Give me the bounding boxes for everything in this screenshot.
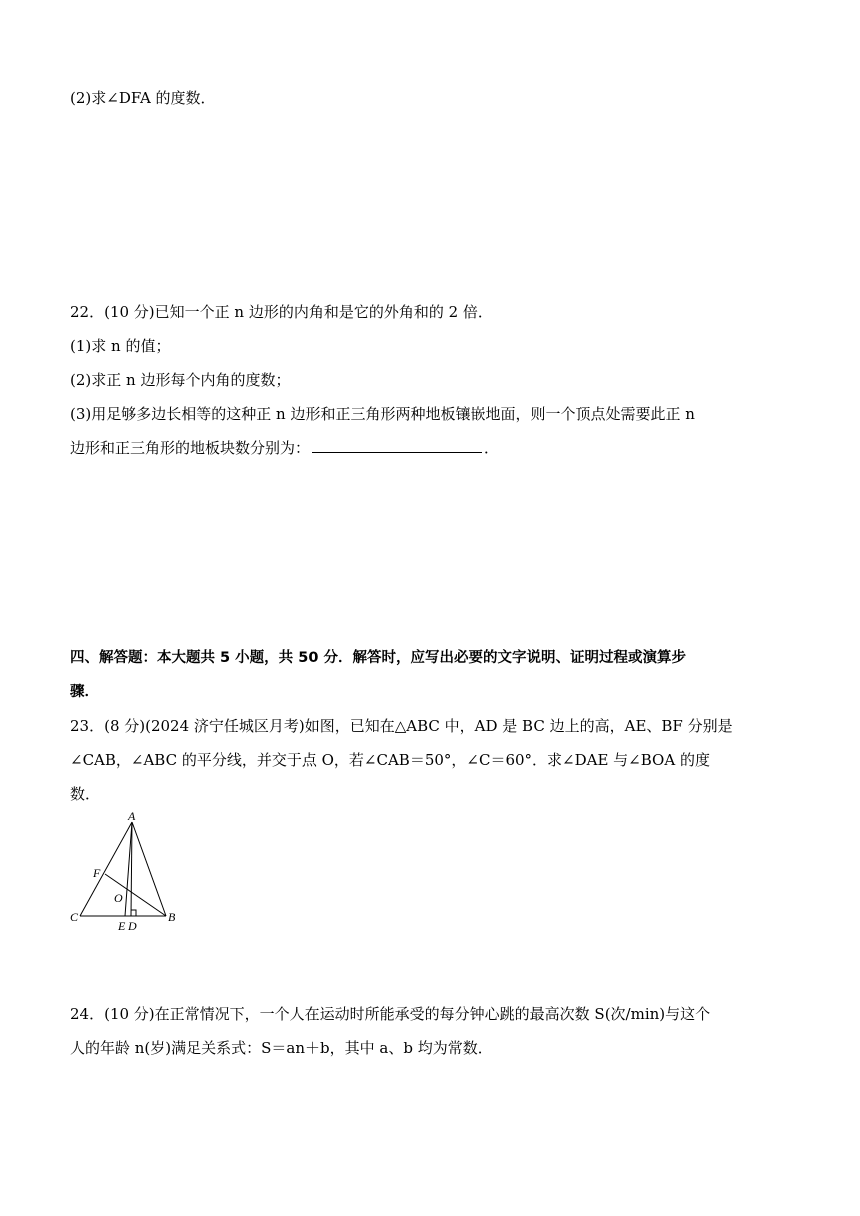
side-ab (132, 822, 166, 916)
label-o: O (114, 891, 123, 905)
q23-line3: 数． (70, 785, 101, 803)
q22-part2: (2)求正 n 边形每个内角的度数； (70, 371, 291, 389)
q22-part3-end: ． (484, 439, 500, 457)
q23-line2: ∠CAB，∠ABC 的平分线，并交于点 O，若∠CAB＝50°，∠C＝60°．求∠DAE 与∠BOA 的度 (70, 751, 710, 769)
q22-stem: 22．(10 分)已知一个正 n 边形的内角和是它的外角和的 2 倍． (70, 303, 493, 321)
q22-part3-text: 边形和正三角形的地板块数分别为： (70, 439, 311, 457)
side-ac (80, 822, 132, 916)
q21-part2: (2)求∠DFA 的度数． (70, 89, 216, 107)
answer-blank (312, 438, 482, 453)
q22-part3-line2 (70, 438, 499, 458)
q24-line1: 24．(10 分)在正常情况下，一个人在运动时所能承受的每分钟心跳的最高次数 S(次/min)与这个 (70, 1005, 711, 1023)
right-angle-mark (131, 910, 136, 916)
q23-line1: 23．(8 分)(2024 济宁任城区月考)如图，已知在△ABC 中，AD 是 BC 边上的高，AE、BF 分别是 (70, 717, 733, 735)
q22-part3-line1: (3)用足够多边长相等的这种正 n 边形和正三角形两种地板镶嵌地面，则一个顶点处需要此正 n (70, 405, 695, 423)
label-b: B (168, 910, 176, 924)
label-a: A (128, 809, 136, 823)
q24-line2: 人的年龄 n(岁)满足关系式：S＝an＋b，其中 a、b 均为常数． (70, 1039, 493, 1057)
label-f: F (93, 866, 101, 880)
section4-heading-line2: 骤． (70, 684, 99, 700)
label-e: E (118, 919, 126, 933)
label-c: C (70, 910, 79, 924)
q22-part1: (1)求 n 的值； (70, 337, 171, 355)
section4-heading-line1: 四、解答题：本大题共 5 小题，共 50 分．解答时，应写出必要的文字说明、证明过程或演算步 (70, 650, 686, 666)
label-d: D (128, 919, 137, 933)
triangle-figure (60, 808, 190, 938)
